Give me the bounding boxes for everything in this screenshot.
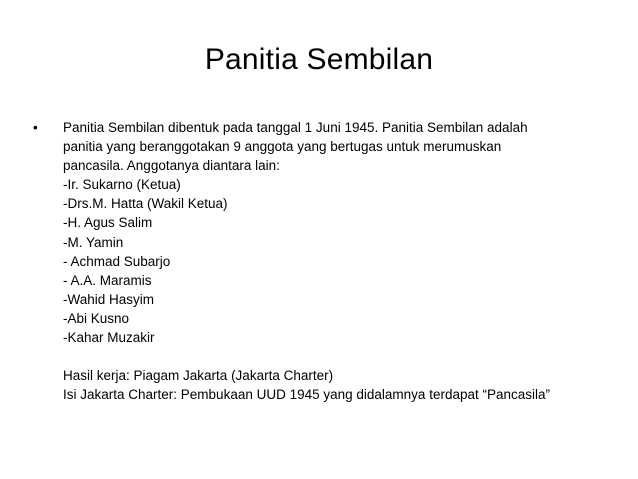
member-item: -Kahar Muzakir bbox=[63, 330, 155, 346]
intro-line-3: pancasila. Anggotanya diantara lain: bbox=[63, 158, 280, 174]
member-item: -Drs.M. Hatta (Wakil Ketua) bbox=[63, 196, 228, 212]
member-item: -M. Yamin bbox=[63, 234, 124, 250]
member-item: - A.A. Maramis bbox=[63, 272, 152, 288]
member-item: -Wahid Hasyim bbox=[63, 291, 155, 307]
result-line: Hasil kerja: Piagam Jakarta (Jakarta Charter) bbox=[63, 368, 334, 384]
paragraph-gap bbox=[63, 347, 618, 366]
member-item: -Ir. Sukarno (Ketua) bbox=[63, 177, 181, 193]
member-item: - Achmad Subarjo bbox=[63, 253, 171, 269]
intro-line-1: Panitia Sembilan dibentuk pada tanggal 1 Juni 1945. Panitia Sembilan adalah bbox=[63, 120, 528, 135]
bullet-icon: • bbox=[33, 120, 38, 135]
member-item: -Abi Kusno bbox=[63, 310, 130, 326]
charter-content-line: Isi Jakarta Charter: Pembukaan UUD 1945 yang didalamnya terdapat “Pancasila” bbox=[63, 387, 551, 403]
bullet-body bbox=[63, 118, 618, 404]
slide-title: Panitia Sembilan bbox=[204, 43, 434, 76]
member-item: -H. Agus Salim bbox=[63, 215, 153, 231]
intro-line-2: panitia yang beranggotakan 9 anggota yang bertugas untuk merumuskan bbox=[63, 139, 502, 155]
